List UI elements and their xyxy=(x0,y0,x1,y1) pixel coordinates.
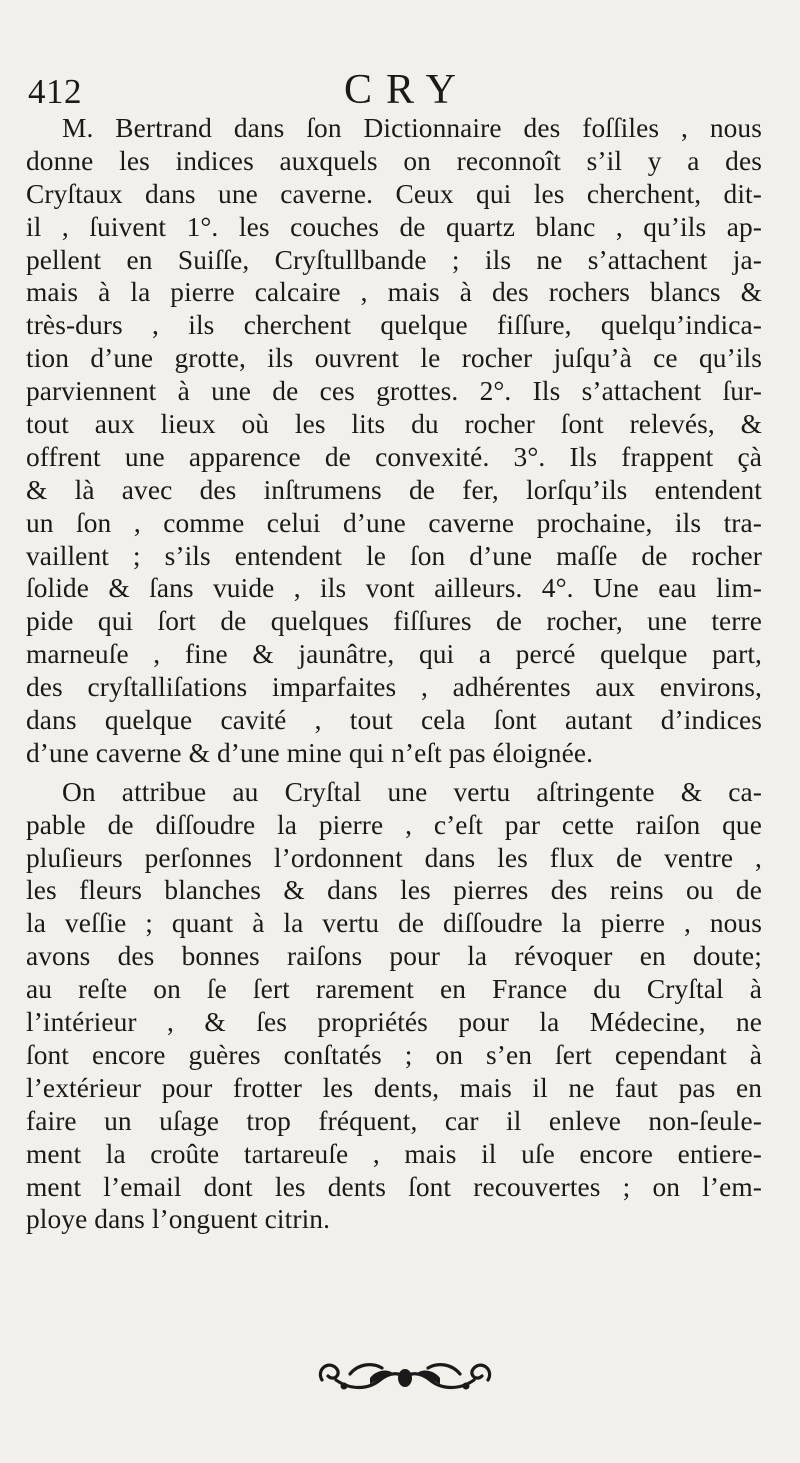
text-line: ment l’email dont les dents ſont recouvertes ; on l’em- xyxy=(26,1171,762,1202)
text-line: la veſſie ; quant à la vertu de diſſoudre la pierre , nous xyxy=(26,908,762,939)
text-line: offrent une apparence de convexité. 3°. Ils frappent çà xyxy=(26,441,762,472)
text-line: On attribue au Cryſtal une vertu aſtringente & ca- xyxy=(62,776,762,807)
body-text xyxy=(26,112,762,1236)
text-line: il , ſuivent 1°. les couches de quartz blanc , qu’ils ap- xyxy=(26,211,762,242)
text-line: ploye dans l’onguent citrin. xyxy=(26,1204,331,1235)
text-line: un ſon , comme celui d’une caverne prochaine, ils tra- xyxy=(26,507,762,538)
text-line: marneuſe , fine & jaunâtre, qui a percé quelque part, xyxy=(26,639,762,670)
text-line: ſont encore guères conſtatés ; on s’en ſert cependant à xyxy=(26,1039,762,1070)
text-line: pluſieurs perſonnes l’ordonnent dans les flux de ventre , xyxy=(26,842,762,873)
text-line: vaillent ; s’ils entendent le ſon d’une maſſe de rocher xyxy=(26,540,762,571)
text-line: donne les indices auxquels on reconnoît s’il y a des xyxy=(26,145,762,176)
text-line: ſolide & ſans vuide , ils vont ailleurs. 4°. Une eau lim- xyxy=(26,573,762,604)
text-line: tout aux lieux où les lits du rocher ſont relevés, & xyxy=(26,409,762,440)
text-line: l’extérieur pour frotter les dents, mais il ne faut pas en xyxy=(26,1072,762,1103)
text-line: mais à la pierre calcaire , mais à des rochers blancs & xyxy=(26,277,762,308)
text-line: pide qui ſort de quelques fiſſures de rocher, une terre xyxy=(26,606,762,637)
text-line: d’une caverne & d’une mine qui n’eſt pas éloignée. xyxy=(26,737,594,768)
scroll-ornament-icon xyxy=(310,1350,500,1400)
text-line: pellent en Suiſſe, Cryſtullbande ; ils ne s’attachent ja- xyxy=(26,244,762,275)
page-number: 412 xyxy=(28,72,82,111)
text-line: au reſte on ſe ſert rarement en France du Cryſtal à xyxy=(26,974,762,1005)
text-line: avons des bonnes raiſons pour la révoquer en doute; xyxy=(26,941,762,972)
text-line: parviennent à une de ces grottes. 2°. Ils s’attachent ſur- xyxy=(26,376,762,407)
text-line: tion d’une grotte, ils ouvrent le rocher juſqu’à ce qu’ils xyxy=(26,343,762,374)
text-line: très-durs , ils cherchent quelque fiſſure, quelqu’indica- xyxy=(26,310,762,341)
text-line: dans quelque cavité , tout cela ſont autant d’indices xyxy=(26,705,762,736)
text-line: M. Bertrand dans ſon Dictionnaire des foſſiles , nous xyxy=(62,113,762,143)
text-line: Cryſtaux dans une caverne. Ceux qui les cherchent, dit- xyxy=(26,178,762,209)
text-line: ment la croûte tartareuſe , mais il uſe encore entiere- xyxy=(26,1138,762,1169)
text-line: pable de diſſoudre la pierre , c’eſt par cette raiſon que xyxy=(26,809,762,840)
paragraph-1 xyxy=(26,112,762,770)
text-line: & là avec des inſtrumens de fer, lorſqu’ils entendent xyxy=(26,474,762,505)
text-line: faire un uſage trop fréquent, car il enleve non-ſeule- xyxy=(26,1105,762,1136)
running-head: CRY xyxy=(343,67,471,113)
text-line: les fleurs blanches & dans les pierres des reins ou de xyxy=(26,875,762,906)
text-line: des cryſtalliſations imparfaites , adhérentes aux environs, xyxy=(26,672,762,703)
text-line: l’intérieur , & ſes propriétés pour la Médecine, ne xyxy=(26,1007,762,1038)
paragraph-2 xyxy=(26,776,762,1236)
